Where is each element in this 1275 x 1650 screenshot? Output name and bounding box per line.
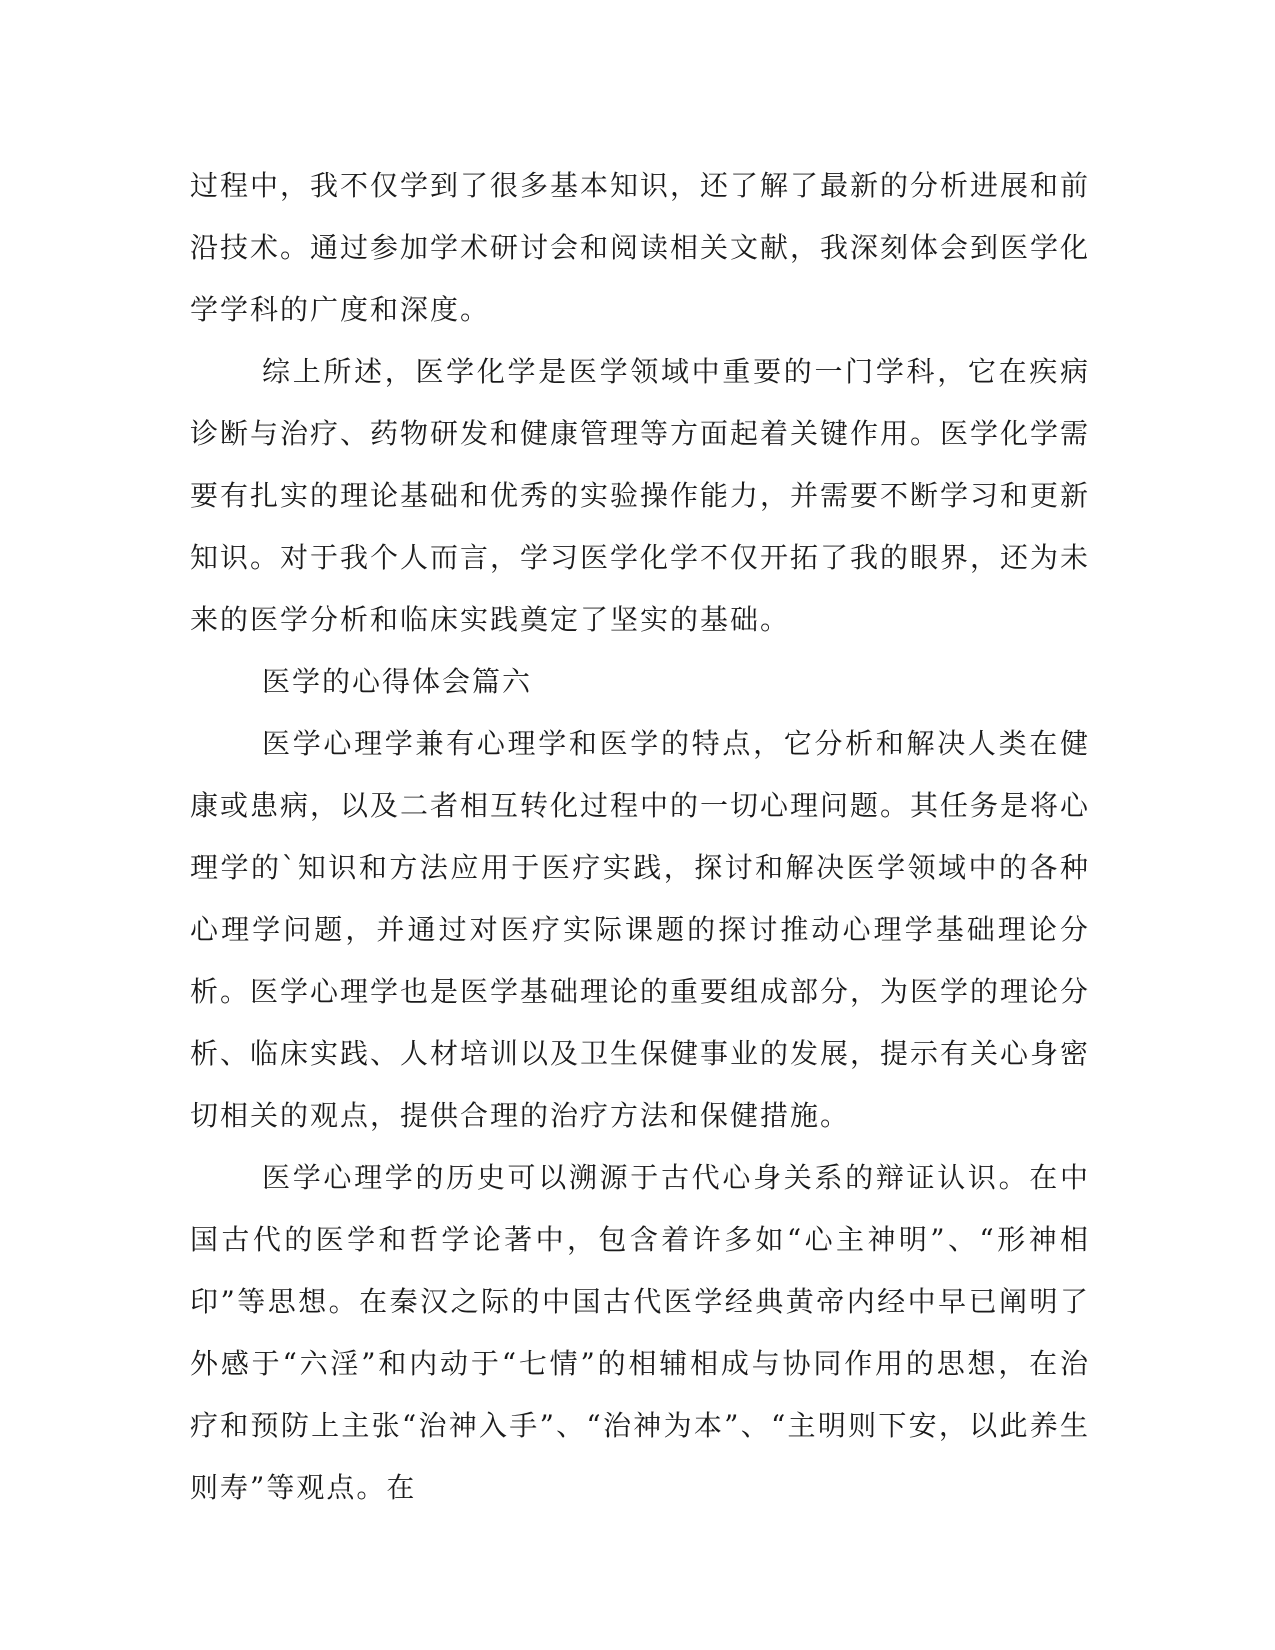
paragraph-2: 综上所述，医学化学是医学领域中重要的一门学科，它在疾病诊断与治疗、药物研发和健康管理等方面起着关键作用。医学化学需要有扎实的理论基础和优秀的实验操作能力，并需要不断学习和更新知识。对于我个人而言，学习医学化学不仅开拓了我的眼界，还为未来的医学分析和临床实践奠定了坚实的基础。 [190, 355, 1091, 636]
paragraph-1: 过程中，我不仅学到了很多基本知识，还了解了最新的分析进展和前沿技术。通过参加学术研讨会和阅读相关文献，我深刻体会到医学化学学科的广度和深度。 [190, 169, 1091, 326]
section-heading: 医学的心得体会篇六 [262, 665, 533, 698]
paragraph-4: 医学心理学的历史可以溯源于古代心身关系的辩证认识。在中国古代的医学和哲学论著中，包含着许多如“心主神明”、“形神相印”等思想。在秦汉之际的中国古代医学经典黄帝内经中早已阐明了外感于“六淫”和内动于“七情”的相辅相成与协同作用的思想，在治疗和预防上主张“治神入手”、“治神为本”、“主明则下安，以此养生则寿”等观点。在 [190, 1161, 1090, 1504]
document-page [190, 155, 1090, 1519]
paragraph-3: 医学心理学兼有心理学和医学的特点，它分析和解决人类在健康或患病，以及二者相互转化过程中的一切心理问题。其任务是将心理学的`知识和方法应用于医疗实践，探讨和解决医学领域中的各种心理学问题，并通过对医疗实际课题的探讨推动心理学基础理论分析。医学心理学也是医学基础理论的重要组成部分，为医学的理论分析、临床实践、人材培训以及卫生保健事业的发展，提示有关心身密切相关的观点，提供合理的治疗方法和保健措施。 [190, 727, 1091, 1132]
